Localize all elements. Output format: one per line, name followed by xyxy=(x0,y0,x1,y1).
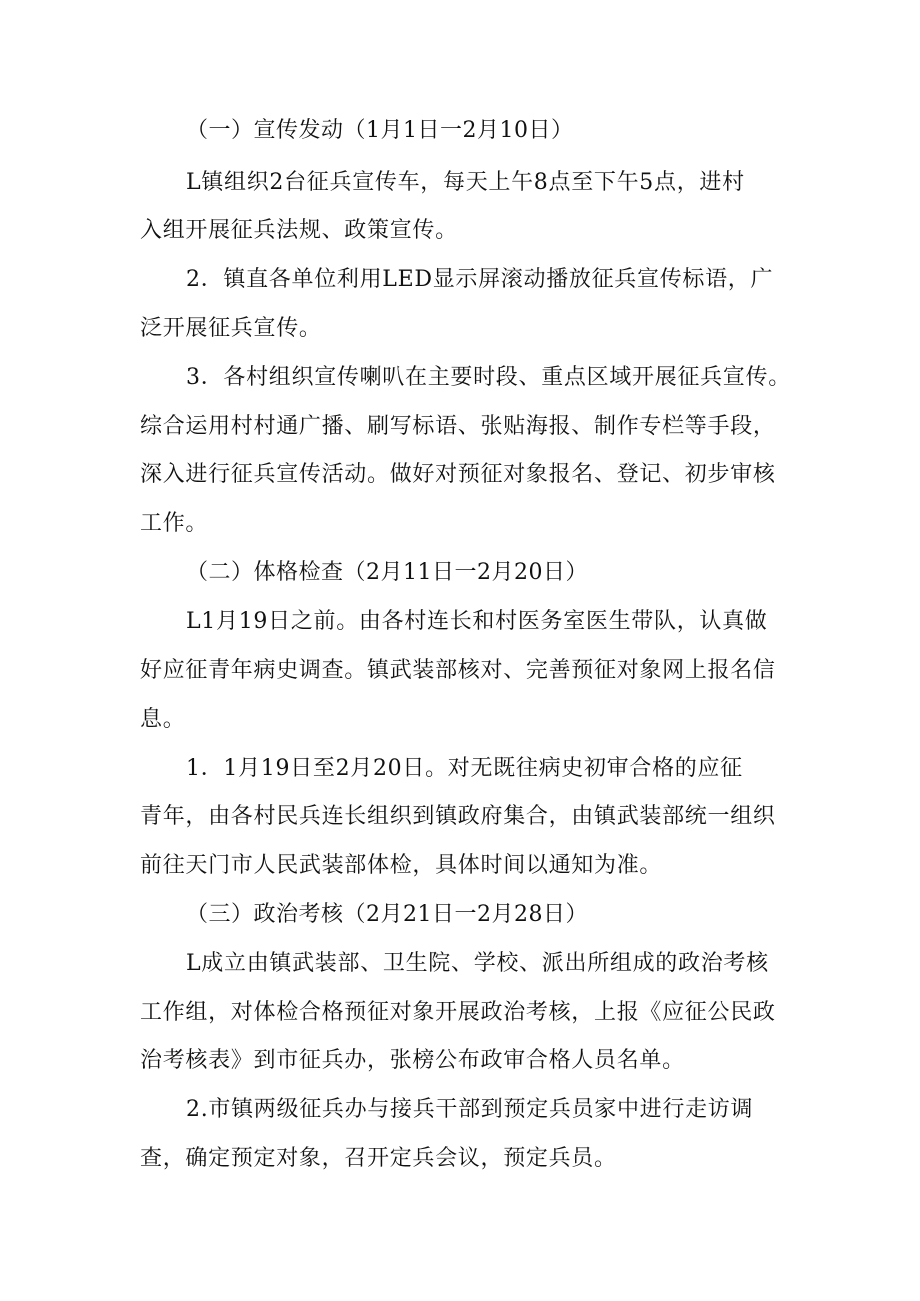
section-heading-political-review: （三）政治考核（2月21日一2月28日） xyxy=(186,902,588,927)
paragraph-line: L镇组织2台征兵宣传车，每天上午8点至下午5点，进村 xyxy=(186,170,745,195)
paragraph-line: 青年，由各村民兵连长组织到镇政府集合，由镇武装部统一组织 xyxy=(140,804,776,829)
paragraph-line: 工作组，对体检合格预征对象开展政治考核，上报《应征公民政 xyxy=(140,1000,776,1025)
paragraph-line: 息。 xyxy=(140,707,186,732)
paragraph-line: 查，确定预定对象，召开定兵会议，预定兵员。 xyxy=(140,1146,617,1171)
paragraph-line: 2.市镇两级征兵办与接兵干部到预定兵员家中进行走访调 xyxy=(186,1097,754,1122)
paragraph-line: 好应征青年病史调查。镇武装部核对、完善预征对象网上报名信 xyxy=(140,658,776,683)
paragraph-line: 2．镇直各单位利用LED显示屏滚动播放征兵宣传标语，广 xyxy=(186,267,774,292)
section-heading-physical-exam: （二）体格检查（2月11日一2月20日） xyxy=(186,560,588,585)
paragraph-line: L1月19日之前。由各村连长和村医务室医生带队，认真做 xyxy=(186,609,768,634)
paragraph-line: 治考核表》到市征兵办，张榜公布政审合格人员名单。 xyxy=(140,1048,685,1073)
paragraph-line: 3．各村组织宣传喇叭在主要时段、重点区域开展征兵宣传。 xyxy=(186,365,791,390)
paragraph-line: 工作。 xyxy=(140,511,209,536)
paragraph-line: 深入进行征兵宣传活动。做好对预征对象报名、登记、初步审核 xyxy=(140,462,776,487)
paragraph-line: L成立由镇武装部、卫生院、学校、派出所组成的政治考核 xyxy=(186,951,769,976)
paragraph-line: 前往天门市人民武装部体检，具体时间以通知为准。 xyxy=(140,853,663,878)
paragraph-line: 综合运用村村通广播、刷写标语、张贴海报、制作专栏等手段， xyxy=(140,414,776,439)
section-heading-publicity: （一）宣传发动（1月1日一2月10日） xyxy=(186,118,574,143)
paragraph-line: 1．1月19日至2月20日。对无既往病史初审合格的应征 xyxy=(186,756,743,781)
paragraph-line: 泛开展征兵宣传。 xyxy=(140,316,322,341)
paragraph-line: 入组开展征兵法规、政策宣传。 xyxy=(140,218,458,243)
